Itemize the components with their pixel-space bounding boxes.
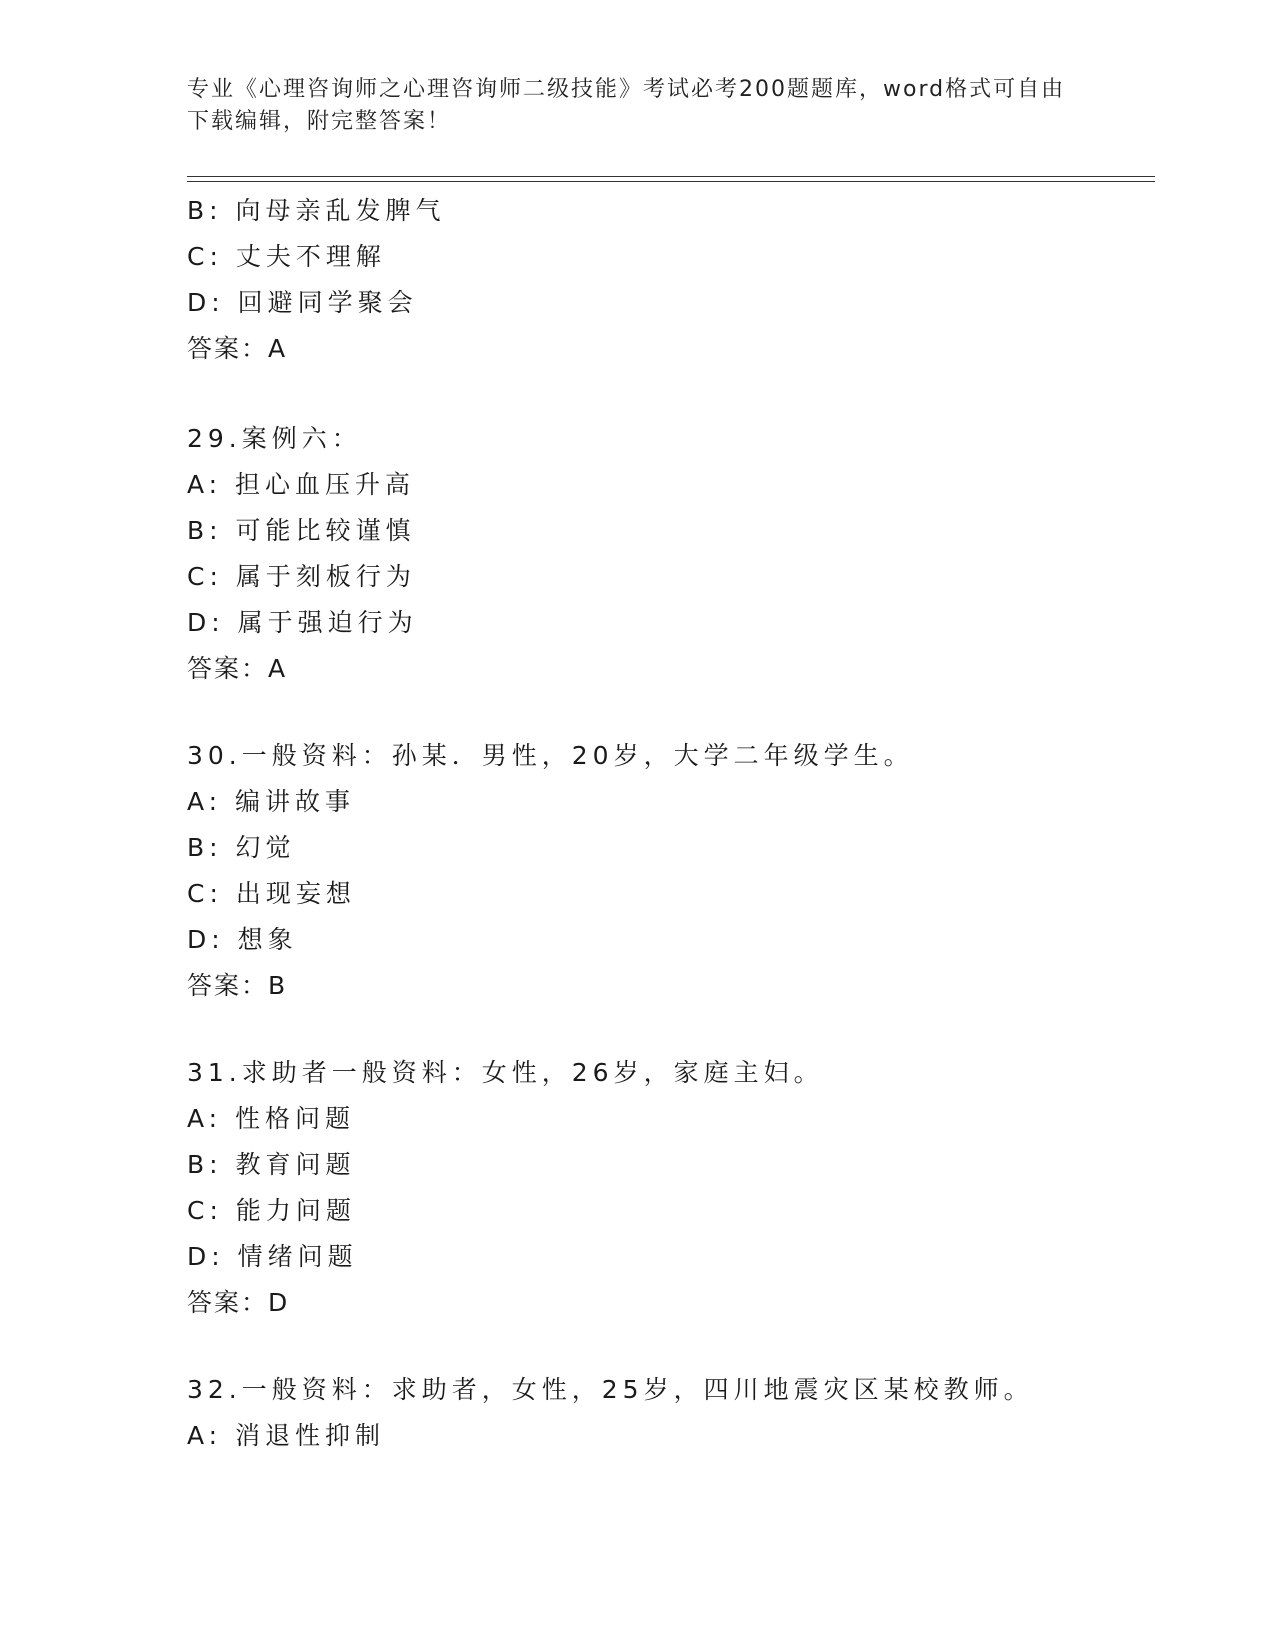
option-d: D: 情绪问题 [187, 1242, 358, 1271]
option-c: C: 能力问题 [187, 1196, 356, 1225]
question-stem: 32.一般资料：求助者，女性，25岁，四川地震灾区某校教师。 [187, 1375, 1034, 1404]
option-b: B: 向母亲乱发脾气 [187, 196, 446, 225]
question-stem: 31.求助者一般资料：女性，26岁，家庭主妇。 [187, 1058, 824, 1087]
question-stem: 29.案例六： [187, 424, 362, 453]
question-block-29 [187, 416, 1155, 692]
question-block-32 [187, 1367, 1155, 1459]
option-b: B: 可能比较谨慎 [187, 516, 416, 545]
option-c: C: 丈夫不理解 [187, 242, 386, 271]
answer-label: 答案：D [187, 1288, 290, 1317]
option-c: C: 属于刻板行为 [187, 562, 416, 591]
question-block-30 [187, 733, 1155, 1009]
question-block-28 [187, 188, 1155, 372]
option-b: B: 幻觉 [187, 833, 296, 862]
option-a: A: 编讲故事 [187, 787, 356, 816]
answer-label: 答案：B [187, 971, 288, 1000]
question-block-31 [187, 1050, 1155, 1326]
option-a: A: 性格问题 [187, 1104, 356, 1133]
answer-label: 答案：A [187, 334, 288, 363]
option-d: D: 回避同学聚会 [187, 288, 418, 317]
header-divider-top [187, 176, 1155, 177]
option-a: A: 消退性抑制 [187, 1421, 386, 1450]
option-a: A: 担心血压升高 [187, 470, 416, 499]
option-d: D: 属于强迫行为 [187, 608, 418, 637]
header-divider-bottom [187, 181, 1155, 182]
option-b: B: 教育问题 [187, 1150, 356, 1179]
option-c: C: 出现妄想 [187, 879, 356, 908]
option-d: D: 想象 [187, 925, 298, 954]
question-list [187, 188, 1155, 1459]
answer-label: 答案：A [187, 654, 288, 683]
question-stem: 30.一般资料：孙某．男性，20岁，大学二年级学生。 [187, 741, 914, 770]
page-header-text: 专业《心理咨询师之心理咨询师二级技能》考试必考200题题库，word格式可自由下载编辑，附完整答案！ [187, 77, 1066, 134]
